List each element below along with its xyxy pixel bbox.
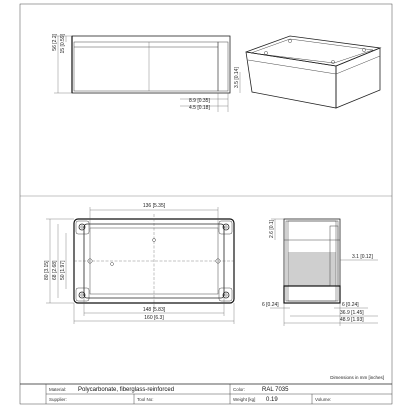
side-bottom-label-3: 36.9 [1.45]	[340, 310, 364, 316]
front-height-label-2: 15 [0.59]	[60, 34, 66, 54]
top-view	[46, 207, 234, 324]
side-bottom-label-4: 48.9 [1.93]	[340, 317, 364, 323]
volume-label: Volume:	[315, 397, 332, 402]
drawing-frame	[20, 4, 392, 404]
top-height-label-3: 50 [1.97]	[60, 260, 66, 280]
side-top-label: 2.6 [0.1]	[269, 219, 275, 238]
top-height-label-2: 68 [2.68]	[52, 260, 58, 280]
weight-label: Weight [kg]	[233, 397, 256, 402]
top-width-mid-label: 148 [5.83]	[142, 307, 166, 313]
front-right-label: 3.5 [0.14]	[234, 67, 240, 88]
tool-label: Tool No:	[137, 397, 154, 402]
top-height-label-1: 80 [3.15]	[44, 260, 50, 280]
weight-value: 0.19	[266, 397, 278, 403]
side-right-label: 3.1 [0.12]	[352, 254, 373, 260]
material-value: Polycarbonate, fiberglass-reinforced	[78, 387, 175, 393]
side-bottom-label-2: 6 [0.24]	[342, 302, 359, 308]
front-bottom-label-2: 4.5 [0.18]	[189, 105, 210, 111]
top-width-inner-label: 136 [5.35]	[142, 203, 166, 209]
side-bottom-label-1: 6 [0.24]	[262, 302, 279, 308]
front-height-label-1: 56 [2.2]	[52, 34, 58, 51]
isometric-view	[246, 36, 380, 108]
material-label: Material:	[49, 387, 67, 392]
units-note: Dimensions in mm [inches]	[330, 375, 384, 380]
title-block	[20, 384, 392, 404]
supplier-label: Supplier:	[49, 397, 67, 402]
front-view	[54, 36, 240, 112]
front-bottom-label-1: 8.9 [0.35]	[189, 98, 210, 104]
color-value: RAL 7035	[262, 387, 289, 393]
color-label: Color:	[233, 387, 246, 392]
top-width-outer-label: 160 [6.3]	[144, 315, 164, 321]
